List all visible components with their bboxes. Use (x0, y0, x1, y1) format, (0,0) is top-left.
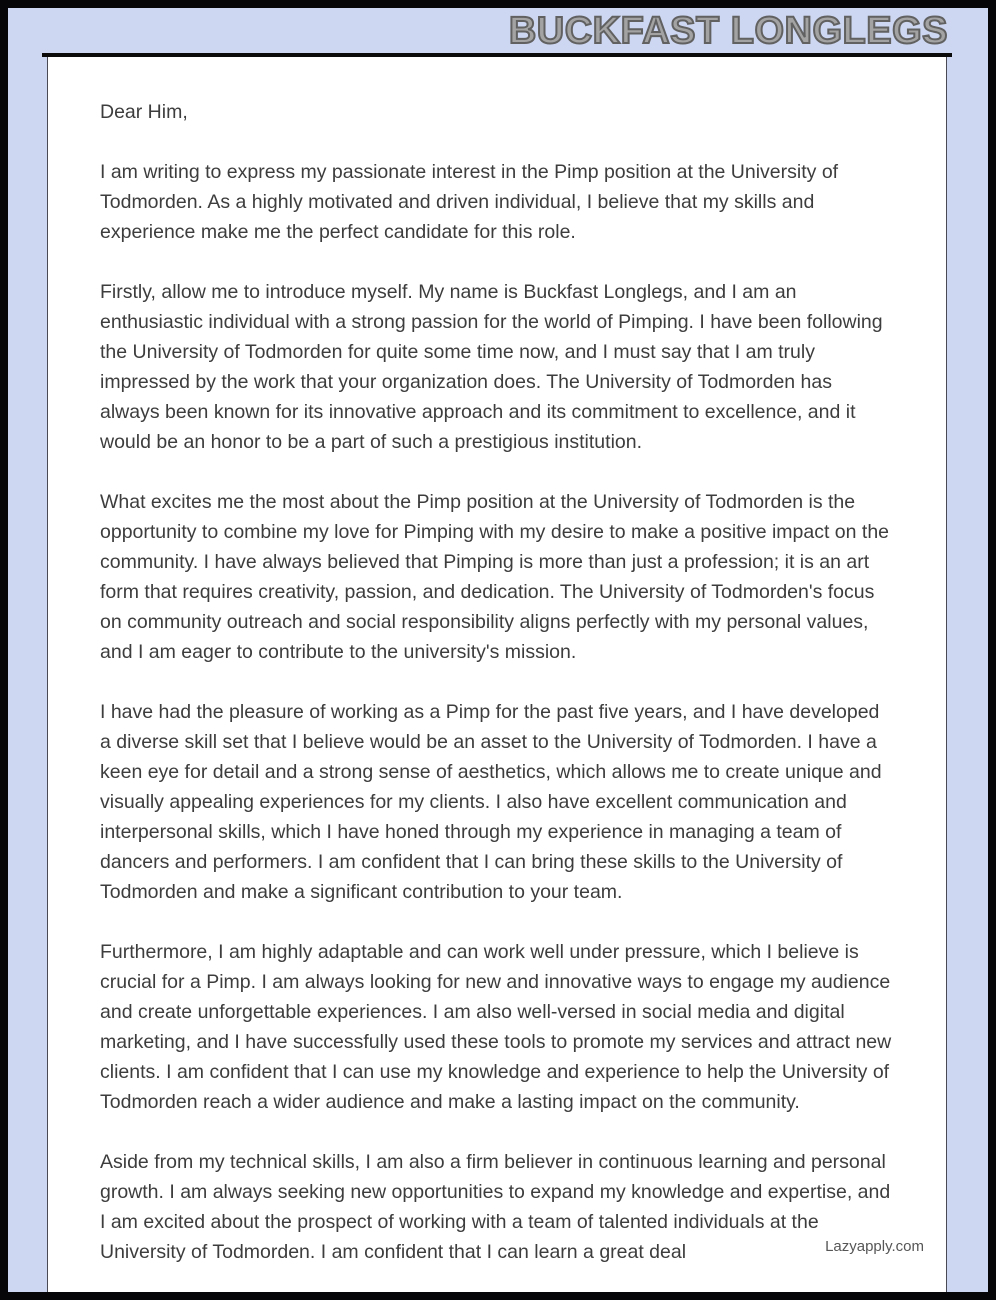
letter-paragraph: I am writing to express my passionate interest in the Pimp position at the University of Todmorden. As a highly motivated and driven individual, I believe that my skills and experience make me the perfect candidate for this role. (100, 161, 839, 243)
letter-paragraph: What excites me the most about the Pimp position at the University of Todmorden is the opportunity to combine my love for Pimping with my desire to make a positive impact on the community. I have always believed that Pimping is more than just a profession; it is an art form that requires creativity, passion, and dedication. The University of Todmorden's focus on community outreach and social responsibility aligns perfectly with my personal values, and I am eager to contribute to the university's mission. (100, 491, 890, 663)
letter-salutation: Dear Him, (100, 101, 188, 123)
letter-paragraph: Furthermore, I am highly adaptable and can work well under pressure, which I believe is crucial for a Pimp. I am always looking for new and innovative ways to engage my audience and create unforgettable experiences. I am also well-versed in social media and digital marketing, and I have successfully used these tools to promote my services and attract new clients. I am confident that I can use my knowledge and experience to help the University of Todmorden reach a wider audience and make a lasting impact on the community. (100, 941, 892, 1113)
header (8, 8, 988, 54)
letter-paragraph: Firstly, allow me to introduce myself. My name is Buckfast Longlegs, and I am an enthusiastic individual with a strong passion for the world of Pimping. I have been following the University of Todmorden for quite some time now, and I must say that I am truly impressed by the work that your organization does. The University of Todmorden has always been known for its innovative approach and its commitment to excellence, and it would be an honor to be a part of such a prestigious institution. (100, 281, 883, 453)
page-title: BUCKFAST LONGLEGS (508, 10, 948, 52)
letter-paragraph: Aside from my technical skills, I am also a firm believer in continuous learning and personal growth. I am always seeking new opportunities to expand my knowledge and expertise, and I am excited about the prospect of working with a team of talented individuals at the University of Todmorden. I am confident that I can learn a great deal (100, 1151, 891, 1263)
watermark: Lazyapply.com (822, 1237, 927, 1256)
letter-paragraph: I have had the pleasure of working as a Pimp for the past five years, and I have developed a diverse skill set that I believe would be an asset to the University of Todmorden. I have a keen eye for detail and a strong sense of aesthetics, which allows me to create unique and visually appealing experiences for my clients. I also have excellent communication and interpersonal skills, which I have honed through my experience in managing a team of dancers and performers. I am confident that I can bring these skills to the University of Todmorden and make a significant contribution to your team. (100, 701, 882, 903)
letter-sheet (47, 57, 947, 1292)
